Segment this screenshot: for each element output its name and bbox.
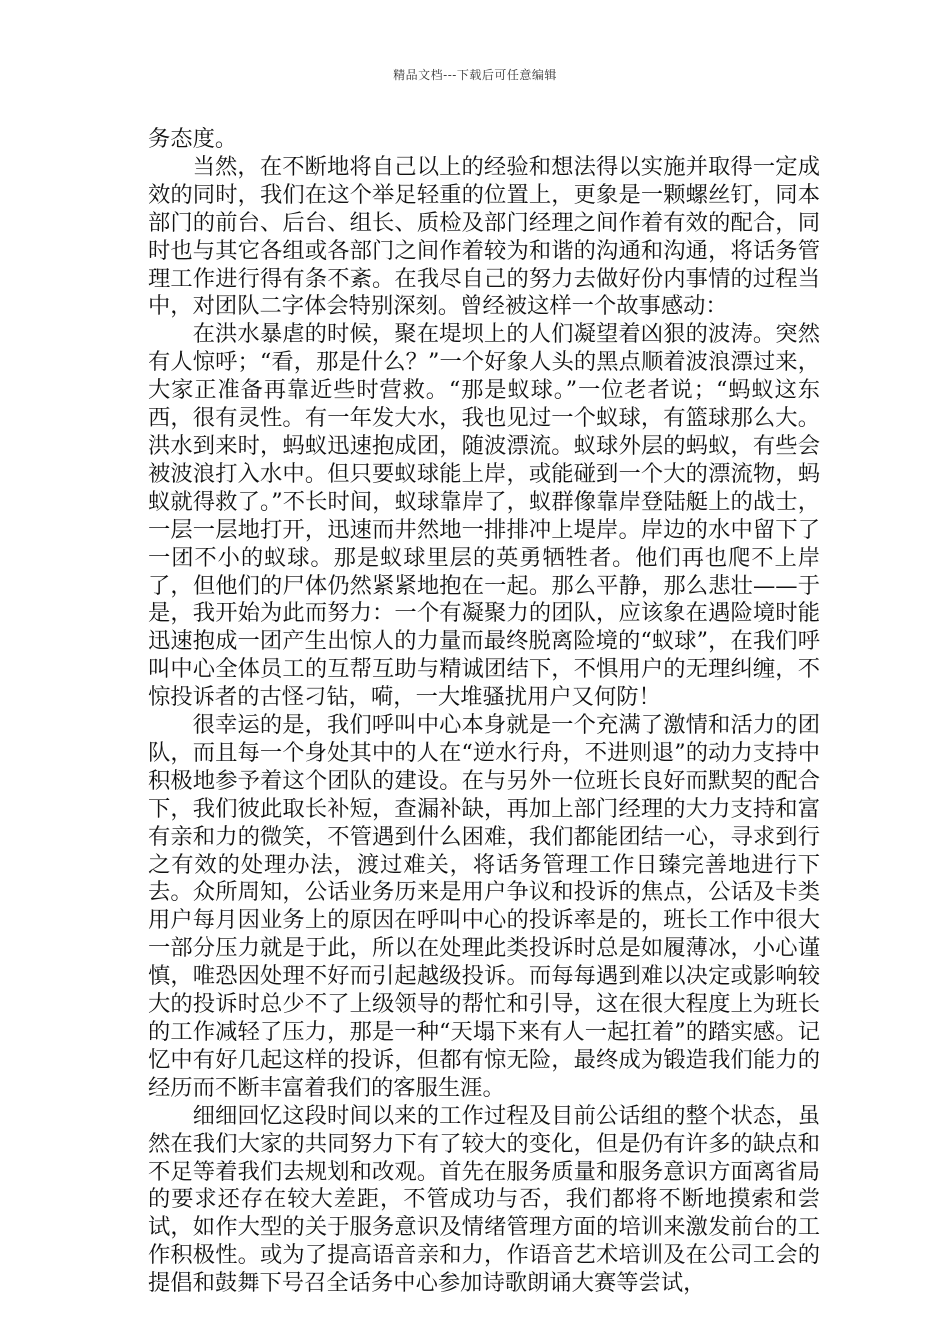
document-body [148,126,820,1298]
paragraph-1: 务态度。 [148,126,238,152]
paragraph-4: 很幸运的是，我们呼叫中心本身就是一个充满了激情和活力的团队，而且每一个身处其中的人在“逆水行舟，不进则退”的动力支持中积极地参予着这个团队的建设。在与另外一位班长良好而默契的配合下，我们彼此取长补短，查漏补缺，再加上部门经理的大力支持和富有亲和力的微笑，不管遇到什么困难，我们都能团结一心，寻求到行之有效的处理办法，渡过难关，将话务管理工作日臻完善地进行下去。众所周知，公话业务历来是用户争议和投诉的焦点，公话及卡类用户每月因业务上的原因在呼叫中心的投诉率是的，班长工作中很大一部分压力就是于此，所以在处理此类投诉时总是如履薄冰，小心谨慎，唯恐因处理不好而引起越级投诉。而每每遇到难以决定或影响较大的投诉时总少不了上级领导的帮忙和引导，这在很大程度上为班长的工作减轻了压力，那是一种“天塌下来有人一起扛着”的踏实感。记忆中有好几起这样的投诉，但都有惊无险，最终成为锻造我们能力的经历而不断丰富着我们的客服生涯。 [148,712,820,1101]
paragraph-2: 当然，在不断地将自己以上的经验和想法得以实施并取得一定成效的同时，我们在这个举足轻重的位置上，更象是一颗螺丝钉，同本部门的前台、后台、组长、质检及部门经理之间作着有效的配合，同时也与其它各组或各部门之间作着较为和谐的沟通和沟通，将话务管理工作进行得有条不紊。在我尽自己的努力去做好份内事情的过程当中，对团队二字体会特别深刻。曾经被这样一个故事感动： [148,153,820,320]
paragraph-3: 在洪水暴虐的时候，聚在堤坝上的人们凝望着凶狠的波涛。突然有人惊呼；“看，那是什么？”一个好象人头的黑点顺着波浪漂过来，大家正准备再靠近些时营救。“那是蚁球。”一位老者说；“蚂蚁这东西，很有灵性。有一年发大水，我也见过一个蚁球，有篮球那么大。洪水到来时，蚂蚁迅速抱成团，随波漂流。蚁球外层的蚂蚁，有些会被波浪打入水中。但只要蚁球能上岸，或能碰到一个大的漂流物，蚂蚁就得救了。”不长时间，蚁球靠岸了，蚁群像靠岸登陆艇上的战士，一层一层地打开，迅速而井然地一排排冲上堤岸。岸边的水中留下了一团不小的蚁球。那是蚁球里层的英勇牺牲者。他们再也爬不上岸了，但他们的尸体仍然紧紧地抱在一起。那么平静，那么悲壮——于是，我开始为此而努力：一个有凝聚力的团队，应该象在遇险境时能迅速抱成一团产生出惊人的力量而最终脱离险境的“蚁球”，在我们呼叫中心全体员工的互帮互助与精诚团结下，不惧用户的无理纠缠，不惊投诉者的古怪刁钻，嗬，一大堆骚扰用户又何防！ [148,321,820,711]
paragraph-5: 细细回忆这段时间以来的工作过程及目前公话组的整个状态，虽然在我们大家的共同努力下有了较大的变化，但是仍有许多的缺点和不足等着我们去规划和改观。首先在服务质量和服务意识方面离省局的要求还存在较大差距，不管成功与否，我们都将不断地摸索和尝试，如作大型的关于服务意识及情绪管理方面的培训来激发前台的工作积极性。或为了提高语音亲和力，作语音艺术培训及在公司工会的提倡和鼓舞下号召全话务中心参加诗歌朗诵大赛等尝试， [148,1102,820,1297]
page-header: 精品文档---下载后可任意编辑 [393,68,557,82]
